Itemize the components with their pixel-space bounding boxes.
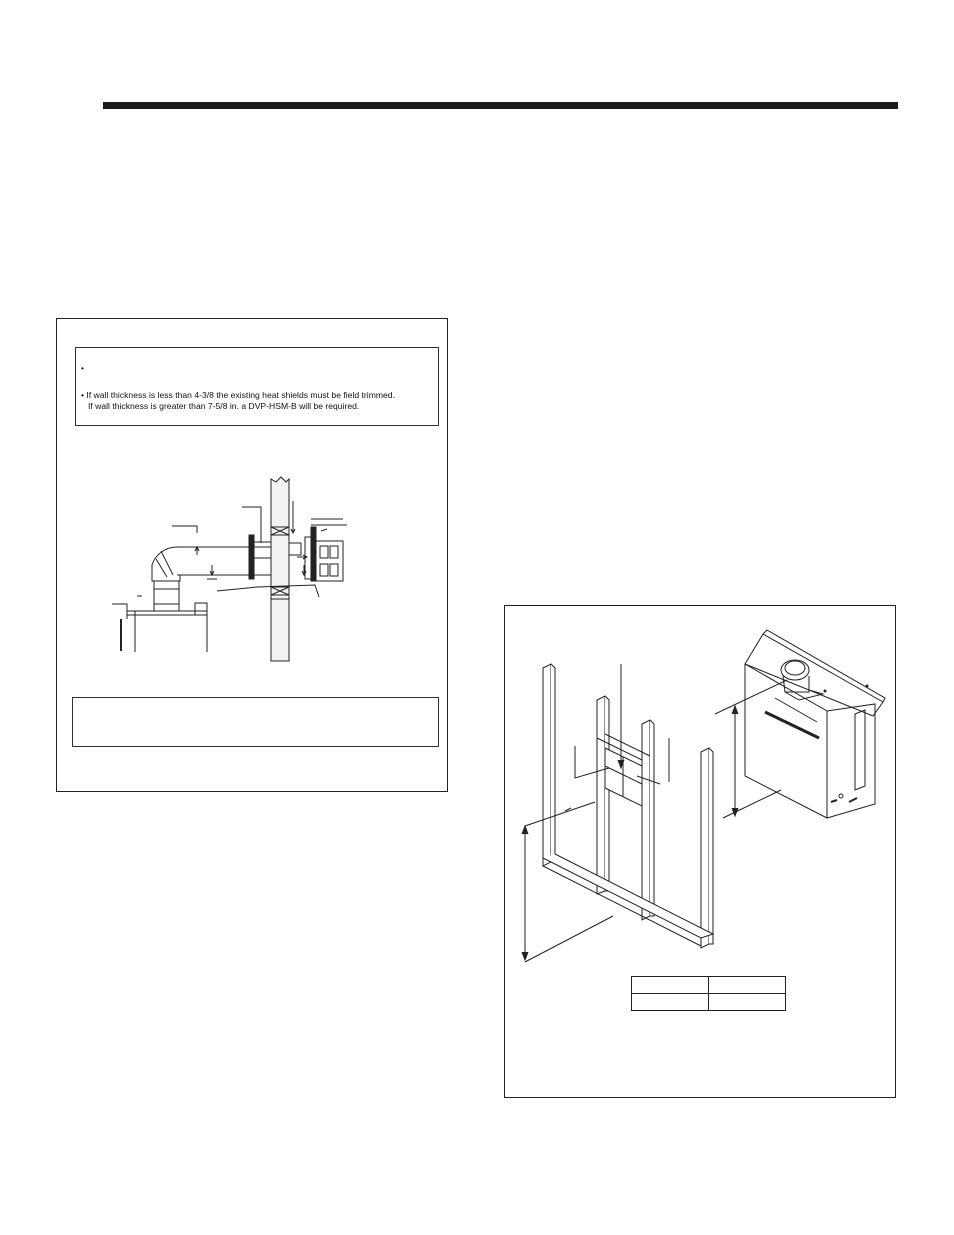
wall-section: [271, 477, 289, 661]
note-bullet-2: • If wall thickness is less than 4-3/8 the existing heat shields must be field trimmed.: [81, 390, 395, 400]
table-cell: [709, 977, 786, 994]
table-cell: [709, 994, 786, 1011]
framing-panel: [504, 605, 896, 1098]
pipe-collar: [249, 535, 254, 579]
header-rule: [103, 102, 898, 109]
table-cell: [632, 994, 709, 1011]
dimension-table: [631, 976, 786, 1011]
note-bullet-3: If wall thickness is greater than 7-5/8 in. a DVP-HSM-B will be required.: [88, 401, 360, 411]
table-cell: [632, 977, 709, 994]
termination-flange: [311, 527, 316, 581]
inner-sleeve: [254, 542, 271, 558]
note-bullet-1: •: [81, 363, 85, 373]
table-row: [632, 994, 786, 1011]
appliance-top: [127, 603, 207, 615]
bottom-note-box: [72, 697, 439, 747]
heat-shield: [289, 543, 301, 555]
table-row: [632, 977, 786, 994]
vertical-pipe: [154, 581, 179, 611]
vent-installation-panel: [56, 318, 448, 792]
framing-diagram: [505, 606, 897, 1099]
fireplace-unit: [745, 630, 885, 818]
wall-framing: [543, 664, 713, 948]
